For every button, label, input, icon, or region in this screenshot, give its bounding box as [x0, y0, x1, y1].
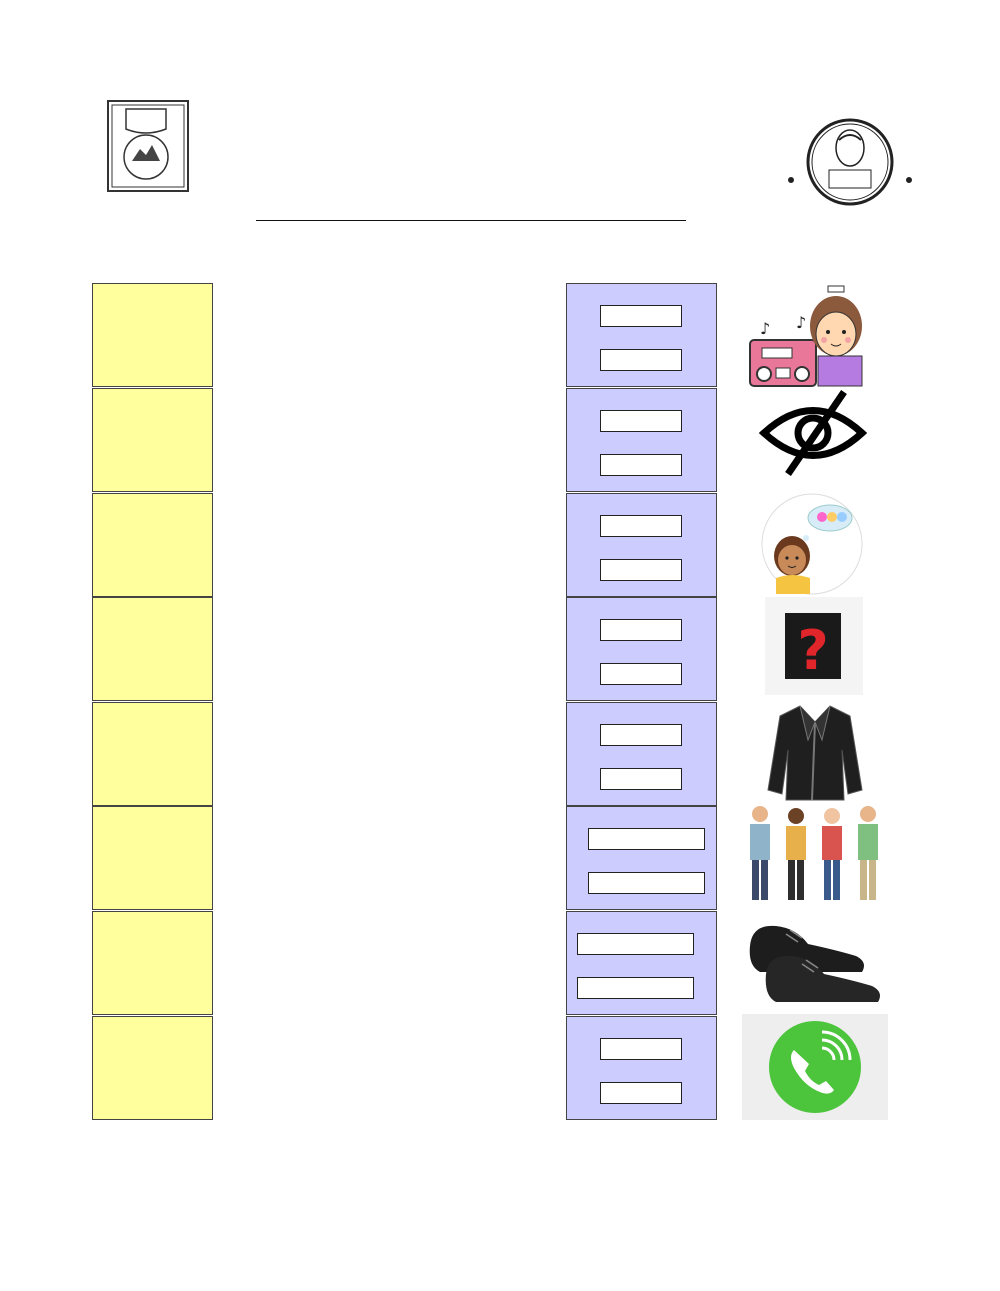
audio-button-3[interactable]	[92, 493, 213, 597]
audio-button-7[interactable]	[92, 911, 213, 1015]
word-bank-4	[566, 597, 717, 701]
speaker-icon	[107, 393, 197, 489]
audio-button-2[interactable]	[92, 388, 213, 492]
draggable-word[interactable]	[577, 933, 694, 955]
audio-button-5[interactable]	[92, 702, 213, 806]
svg-text:♪: ♪	[760, 319, 771, 338]
word-bank-7	[566, 911, 717, 1015]
draggable-word[interactable]	[588, 828, 705, 850]
draggable-word[interactable]	[600, 1038, 682, 1060]
speaker-icon	[107, 916, 197, 1012]
word-bank-2	[566, 388, 717, 492]
svg-text:?: ?	[797, 619, 829, 682]
draggable-word[interactable]	[600, 305, 682, 327]
word-bank-6	[566, 806, 717, 910]
svg-text:♪: ♪	[796, 313, 807, 332]
students-group-image	[740, 802, 886, 906]
girl-thinking-image	[760, 492, 864, 596]
name-underline[interactable]	[256, 202, 686, 221]
draggable-word[interactable]	[600, 349, 682, 371]
draggable-word[interactable]	[600, 768, 682, 790]
audio-button-1[interactable]	[92, 283, 213, 387]
speaker-icon	[107, 811, 197, 907]
draggable-word[interactable]	[577, 977, 694, 999]
unach-logo	[86, 95, 206, 215]
speaker-icon	[107, 602, 197, 698]
leather-jacket-image	[764, 700, 866, 804]
draggable-word[interactable]	[600, 515, 682, 537]
draggable-word[interactable]	[600, 663, 682, 685]
audio-button-4[interactable]	[92, 597, 213, 701]
efyl-logo	[775, 82, 925, 232]
draggable-word[interactable]	[600, 1082, 682, 1104]
speaker-icon	[107, 707, 197, 803]
question-mark-image	[765, 597, 863, 695]
draggable-word[interactable]	[600, 410, 682, 432]
word-bank-1	[566, 283, 717, 387]
draggable-word[interactable]	[600, 559, 682, 581]
name-field[interactable]	[250, 199, 686, 221]
phone-call-image	[742, 1014, 888, 1120]
draggable-word[interactable]	[600, 454, 682, 476]
word-bank-8	[566, 1016, 717, 1120]
speaker-icon	[107, 288, 197, 384]
crossed-eye-image	[758, 388, 868, 478]
girl-with-radio-image	[748, 282, 878, 390]
speaker-icon	[107, 1021, 197, 1117]
draggable-word[interactable]	[600, 724, 682, 746]
audio-button-6[interactable]	[92, 806, 213, 910]
word-bank-3	[566, 493, 717, 597]
draggable-word[interactable]	[600, 619, 682, 641]
audio-button-8[interactable]	[92, 1016, 213, 1120]
draggable-word[interactable]	[588, 872, 705, 894]
speaker-icon	[107, 498, 197, 594]
black-shoes-image	[746, 916, 882, 1006]
word-bank-5	[566, 702, 717, 806]
